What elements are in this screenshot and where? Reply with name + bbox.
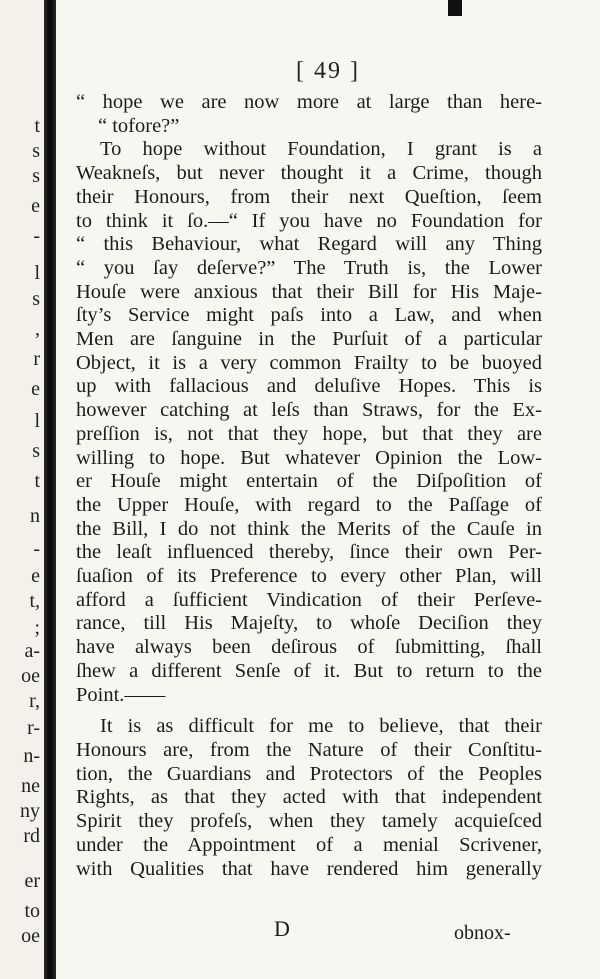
body-text xyxy=(76,91,542,881)
text-line: ſuaſion of its Preference to every other Plan, will xyxy=(76,565,542,588)
left-page-fragment: er xyxy=(24,870,40,892)
left-page-fragment: n xyxy=(30,505,40,527)
paragraph-1 xyxy=(76,91,542,138)
left-page-fragment: s xyxy=(32,165,40,187)
text-line: however catching at leſs than Straws, for the Ex- xyxy=(76,399,542,422)
left-page-fragment: e xyxy=(31,565,40,587)
left-page-fragment: t xyxy=(34,470,40,492)
text-line: the Upper Houſe, with regard to the Paſſage of xyxy=(76,493,542,516)
text-line: tion, the Guardians and Protectors of the Peoples xyxy=(76,762,542,785)
text-line: Men are ſanguine in the Purſuit of a particular xyxy=(76,328,542,351)
text-line: afford a ſufficient Vindication of their Perſeve- xyxy=(76,588,542,611)
text-line: “ you ſay deſerve?” The Truth is, the Lower xyxy=(76,256,542,279)
paragraph-3 xyxy=(76,715,542,881)
left-page-fragment: r, xyxy=(29,690,40,712)
left-page-fragment: ny xyxy=(20,800,40,822)
left-page-fragment: s xyxy=(32,288,40,310)
left-page-fragment: l xyxy=(34,262,40,284)
left-page-fragment: - xyxy=(33,538,40,560)
text-line: under the Appointment of a menial Scrivener, xyxy=(76,833,542,856)
text-line: up with fallacious and deluſive Hopes. This is xyxy=(76,375,542,398)
left-page-fragment: r xyxy=(33,348,40,370)
left-page-fragment: r- xyxy=(27,717,40,739)
left-page-fragment: to xyxy=(24,900,40,922)
left-page-fragment: e xyxy=(31,195,40,217)
text-line: their Honours, from their next Queſtion, ſeem xyxy=(76,185,542,208)
text-line: rance, till His Majeſty, to whoſe Deciſion they xyxy=(76,612,542,635)
page-number: [ 49 ] xyxy=(296,58,360,84)
book-gutter xyxy=(44,0,56,979)
signature-mark: D xyxy=(274,916,290,941)
left-page-fragment: l xyxy=(34,410,40,432)
left-page-fragment: ; xyxy=(34,617,40,639)
text-line: have always been deſirous of ſubmitting, ſhall xyxy=(76,636,542,659)
left-page-fragment: n- xyxy=(23,745,40,767)
text-line: Object, it is a very common Frailty to be buoyed xyxy=(76,351,542,374)
left-page-fragment: t xyxy=(34,115,40,137)
left-page-fragment: rd xyxy=(23,825,40,847)
text-line: To hope without Foundation, I grant is a xyxy=(100,138,542,161)
page-49 xyxy=(56,0,600,979)
text-line: Houſe were anxious that their Bill for His Maje- xyxy=(76,280,542,303)
text-line: willing to hope. But whatever Opinion the Low- xyxy=(76,446,542,469)
text-line: ſhew a different Senſe of it. But to return to the xyxy=(76,659,542,682)
text-line: to think it ſo.—“ If you have no Foundation for xyxy=(76,209,542,232)
left-page-fragment: ne xyxy=(21,775,40,797)
text-line: Point.—— xyxy=(76,683,166,706)
text-line: with Qualities that have rendered him generally xyxy=(76,857,542,880)
left-page-fragment: - xyxy=(33,225,40,247)
text-line: ſty’s Service might paſs into a Law, and when xyxy=(76,304,542,327)
left-page-fragment: s xyxy=(32,140,40,162)
text-line: Honours are, from the Nature of their Conſtitu- xyxy=(76,738,542,761)
left-page-fragment: a- xyxy=(24,640,40,662)
left-page-fragment: s xyxy=(32,440,40,462)
left-page-fragment: t, xyxy=(29,590,40,612)
text-line: the Bill, I do not think the Merits of the Cauſe in xyxy=(76,517,542,540)
text-line: preſſion is, not that they hope, but that they are xyxy=(76,422,542,445)
left-page-fragment: , xyxy=(35,318,40,340)
text-line: It is as difficult for me to believe, that their xyxy=(100,715,542,738)
text-line: the leaſt influenced thereby, ſince their own Per- xyxy=(76,541,542,564)
text-line: “ hope we are now more at large than here- xyxy=(76,91,542,113)
paragraph-2 xyxy=(76,138,542,707)
text-line: Spirit they profeſs, when they tamely acquieſced xyxy=(76,810,542,833)
left-page-fragment: oe xyxy=(21,665,40,687)
left-page-fragment: e xyxy=(31,378,40,400)
catchword: obnox- xyxy=(454,922,511,944)
top-binding-mark xyxy=(448,0,462,16)
text-line: “ tofore?” xyxy=(98,114,180,137)
text-line: “ this Behaviour, what Regard will any Thing xyxy=(76,233,542,256)
left-page-fragment: oe xyxy=(21,925,40,947)
text-line: Rights, as that they acted with that independent xyxy=(76,786,542,809)
text-line: Weakneſs, but never thought it a Crime, though xyxy=(76,162,542,185)
left-page-edge xyxy=(0,0,44,979)
text-line: er Houſe might entertain of the Diſpoſition of xyxy=(76,470,542,493)
